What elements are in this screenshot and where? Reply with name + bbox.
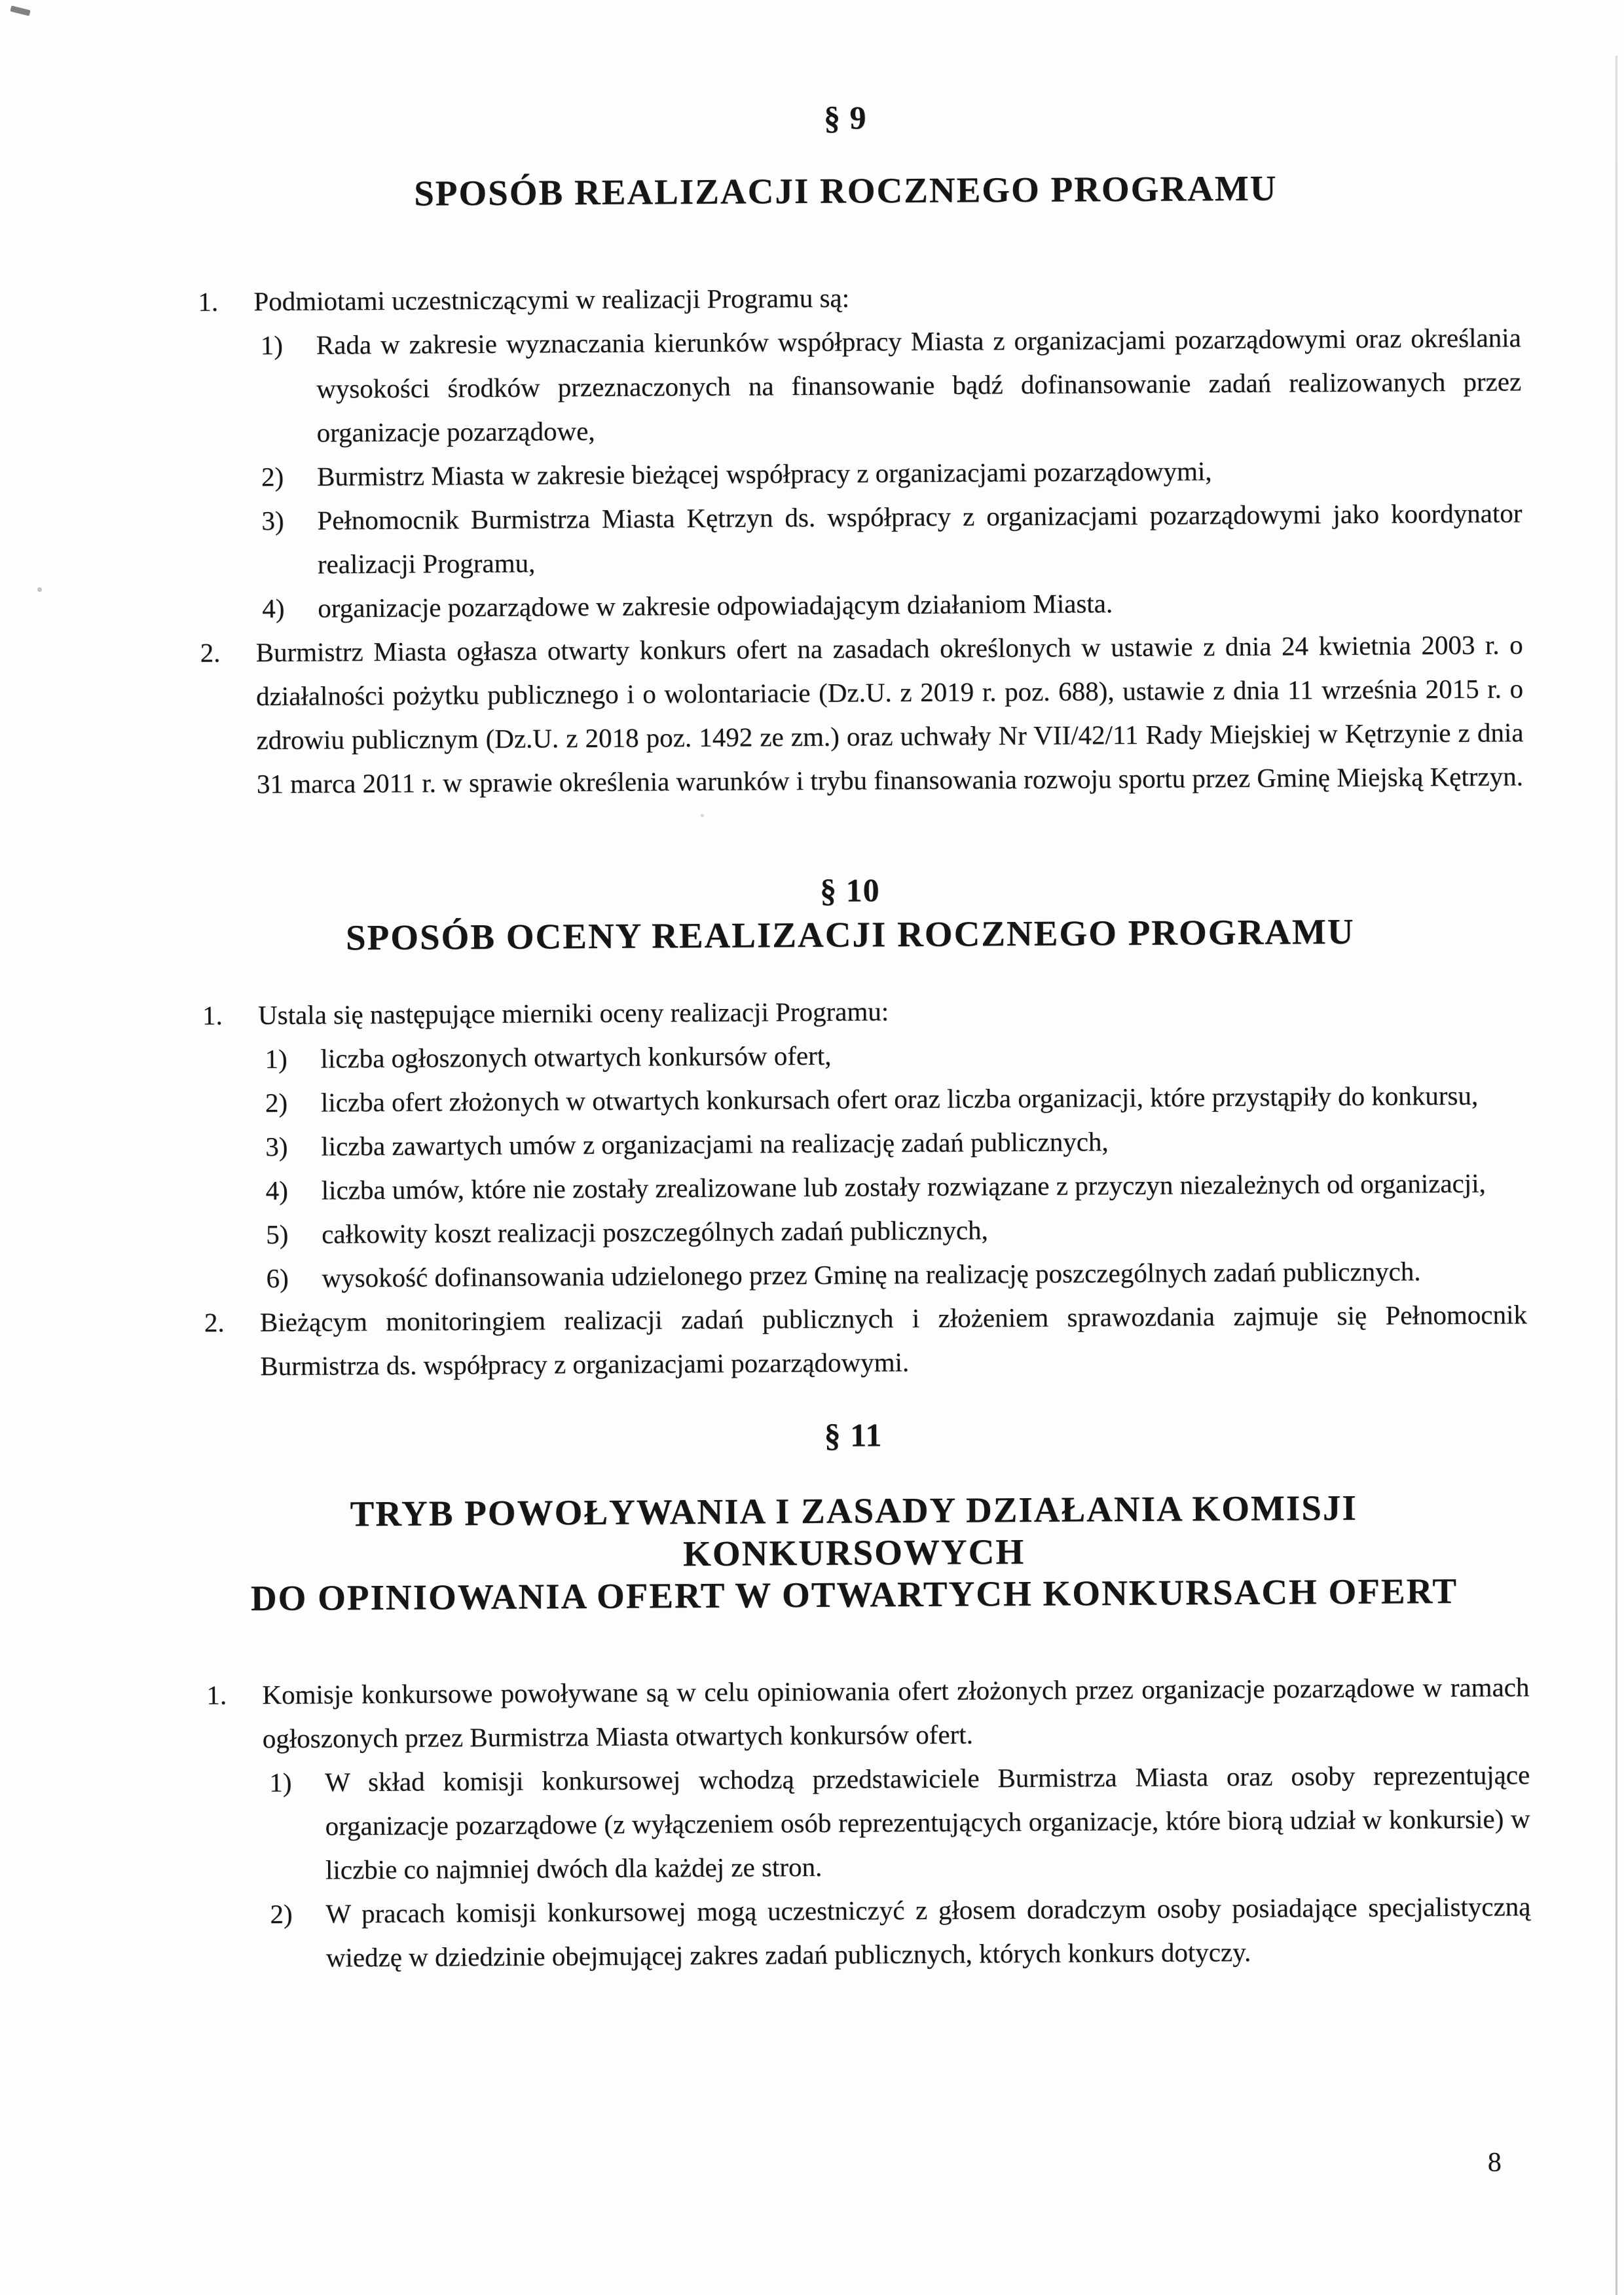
section-10-symbol: § 10 [820, 872, 880, 909]
section-9 [197, 92, 1524, 806]
list-item [202, 985, 1525, 1037]
item-text: Rada w zakresie wyznaczania kierunków współpracy Miasta z organizacjami pozarządowymi oraz określania wysokości środków przeznaczonych na finansowanie bądź dofinansowanie zadań realizowanych przez organizacje pozarządowe, [316, 322, 1522, 448]
list-item [266, 1249, 1526, 1300]
item-text: liczba ogłoszonych otwartych konkursów ofert, [320, 1040, 832, 1074]
list-item [270, 1884, 1531, 1980]
item-text: Burmistrz Miasta w zakresie bieżącej współpracy z organizacjami pozarządowymi, [316, 456, 1212, 492]
section-11-symbol: § 11 [824, 1416, 883, 1454]
list-item [262, 579, 1522, 631]
list-item [265, 1073, 1526, 1125]
item-number: 5) [265, 1219, 289, 1250]
item-number: 2. [204, 1307, 225, 1338]
list-item [261, 316, 1522, 455]
scan-edge-artifact [1615, 56, 1617, 2295]
item-text: W pracach komisji konkursowej mogą uczestniczyć z głosem doradczym osoby posiadające specjalistyczną wiedzę w dziedzinie obejmującej zakres zadań publicznych, których konkurs dotyczy. [325, 1891, 1531, 1973]
list-item [200, 623, 1524, 806]
item-text: Bieżącym monitoringiem realizacji zadań publicznych i złożeniem sprawozdania zajmuje się Pełnomocnik Burmistrza ds. współpracy z organizacjami pozarządowymi. [259, 1299, 1528, 1382]
item-number: 6) [266, 1262, 289, 1294]
section-9-symbol: § 9 [823, 99, 867, 136]
section-11-title-line1: TRYB POWOŁYWANIA I ZASADY DZIAŁANIA KOMISJI KONKURSOWYCH [350, 1487, 1358, 1574]
sublist [265, 1029, 1526, 1300]
item-text: Podmiotami uczestniczącymi w realizacji Programu są: [253, 282, 850, 317]
section-10-title: SPOSÓB OCENY REALIZACJI ROCZNEGO PROGRAMU [345, 911, 1355, 958]
item-number: 1. [198, 286, 219, 317]
page-number: 8 [1487, 2147, 1502, 2178]
item-number: 4) [262, 593, 285, 624]
sublist [269, 1753, 1531, 1980]
list-item [269, 1753, 1530, 1892]
scan-speck [37, 587, 42, 592]
item-text: liczba umów, które nie zostały zrealizowane lub zostały rozwiązane z przyczyn niezależnych od organizacji, [321, 1167, 1486, 1205]
section-11-title-line2: DO OPINIOWANIA OFERT W OTWARTYCH KONKURSACH OFERT [250, 1570, 1458, 1619]
item-number: 2. [200, 637, 221, 668]
item-text: liczba zawartych umów z organizacjami na realizację zadań publicznych, [321, 1126, 1109, 1162]
list-item [206, 1665, 1530, 1761]
list-item [204, 1293, 1528, 1388]
item-number: 1. [206, 1680, 227, 1710]
list-item [266, 1205, 1526, 1257]
section-9-list [198, 272, 1524, 806]
item-text: wysokość dofinansowania udzielonego przez Gminę na realizację poszczególnych zadań publicznych. [322, 1256, 1421, 1293]
item-number: 2) [270, 1898, 293, 1930]
item-number: 2) [261, 461, 284, 492]
item-text: W skład komisji konkursowej wchodzą przedstawiciele Burmistrza Miasta oraz osoby reprezentujące organizacje pozarządowe (z wyłączeniem osób reprezentujących organizacje, które biorą udział w konkursie) w liczbie co najmniej dwóch dla każdej ze stron. [325, 1759, 1530, 1885]
list-item [265, 1117, 1526, 1169]
list-item [266, 1161, 1526, 1213]
item-text: całkowity koszt realizacji poszczególnych zadań publicznych, [321, 1215, 988, 1249]
item-text: liczba ofert złożonych w otwartych konkursach ofert oraz liczba organizacji, które przystąpiły do konkursu, [320, 1080, 1479, 1118]
section-10-list [202, 985, 1528, 1388]
list-item [261, 491, 1522, 587]
scan-speck [701, 814, 704, 817]
item-number: 1) [260, 329, 284, 361]
item-text: Ustala się następujące mierniki oceny realizacji Programu: [257, 996, 889, 1031]
section-10 [202, 865, 1528, 1388]
item-text: organizacje pozarządowe w zakresie odpowiadającym działaniom Miasta. [318, 588, 1113, 623]
section-9-title: SPOSÓB REALIZACJI ROCZNEGO PROGRAMU [414, 168, 1278, 213]
section-11 [205, 1410, 1531, 1980]
section-11-list [206, 1665, 1531, 1980]
item-number: 4) [265, 1175, 289, 1206]
item-number: 1) [269, 1767, 292, 1798]
list-item [265, 1029, 1525, 1081]
item-text: Komisje konkursowe powoływane są w celu opiniowania ofert złożonych przez organizacje pozarządowe w ramach ogłoszonych przez Burmistrza Miasta otwartych konkursów ofert. [262, 1672, 1530, 1754]
item-number: 3) [265, 1131, 288, 1162]
item-number: 3) [261, 505, 284, 536]
item-number: 1) [265, 1043, 287, 1074]
sublist [261, 316, 1523, 631]
list-item [261, 447, 1522, 499]
list-item [198, 272, 1521, 323]
item-number: 1. [202, 1000, 223, 1031]
item-number: 2) [265, 1087, 288, 1118]
item-text: Pełnomocnik Burmistrza Miasta Kętrzyn ds. współpracy z organizacjami pozarządowymi jako koordynator realizacji Programu, [317, 498, 1522, 579]
item-text: Burmistrz Miasta ogłasza otwarty konkurs ofert na zasadach określonych w ustawie z dnia 24 kwietnia 2003 r. o działalności pożytku publicznego i o wolontariacie (Dz.U. z 2019 r. poz. 688), ustawie z dnia 11 września 2015 r. o zdrowiu publicznym (Dz.U. z 2018 poz. 1492 ze zm.) oraz uchwały Nr VII/42/11 Rady Miejskiej w Kętrzynie z dnia 31 marca 2011 r. w sprawie określenia warunków i trybu finansowania rozwoju sportu przez Gminę Miejską Kętrzyn. [255, 629, 1524, 799]
